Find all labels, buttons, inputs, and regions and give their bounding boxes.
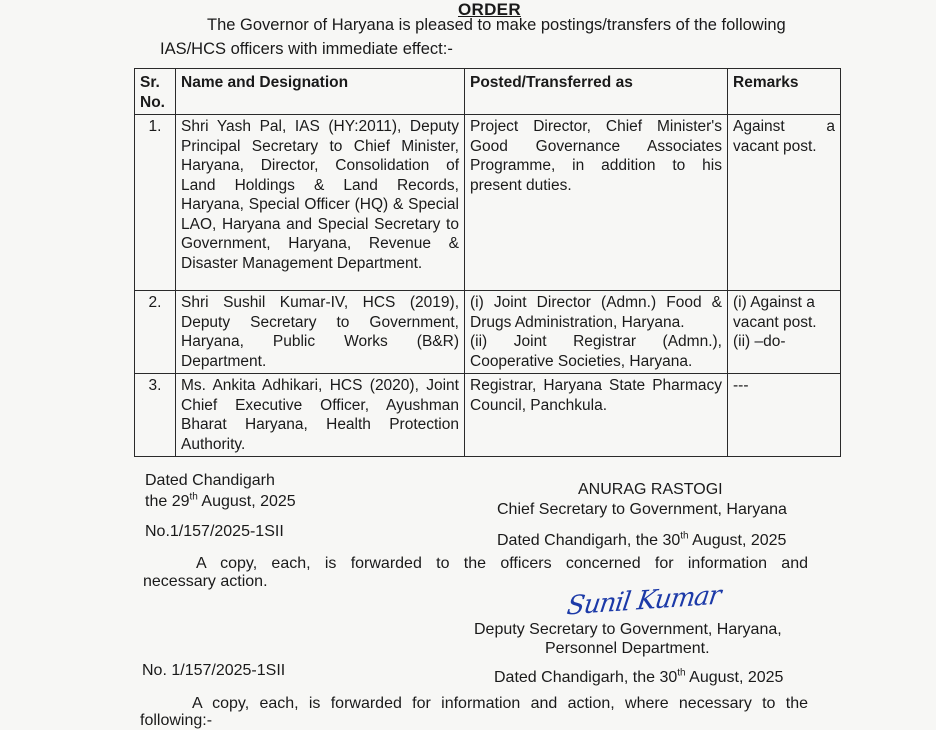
posted-item: (i) Joint Director (Admn.) Food & Drugs Administration, Haryana. <box>470 294 722 331</box>
order-intro-line1: The Governor of Haryana is pleased to make postings/transfers of the following <box>207 16 786 34</box>
row-posted: Registrar, Haryana State Pharmacy Council, Panchkula. <box>465 374 728 457</box>
remarks-item: (i) Against a vacant post. <box>733 294 817 331</box>
table-row <box>135 374 841 457</box>
table-header-row <box>135 69 841 115</box>
endorsement2-date: Dated Chandigarh, the 30th August, 2025 <box>494 667 784 686</box>
postings-table <box>134 68 841 457</box>
endorsement1-number: No.1/157/2025-1SII <box>145 523 284 540</box>
row-posted <box>465 291 728 374</box>
row-remarks <box>728 291 841 374</box>
row-name: Ms. Ankita Adhikari, HCS (2020), Joint Chief Executive Officer, Ayushman Bharat Haryana, Health Protection Authority. <box>176 374 465 457</box>
row-remarks: Against a vacant post. <box>728 115 841 291</box>
posted-item: (ii) Joint Registrar (Admn.), Cooperative Societies, Haryana. <box>470 333 722 370</box>
row-sr: 3. <box>135 374 176 457</box>
row-posted: Project Director, Chief Minister's Good Governance Associates Programme, in addition to his present duties. <box>465 115 728 291</box>
endorsement1-designation-line2: Personnel Department. <box>545 640 710 657</box>
header-remarks: Remarks <box>728 69 841 115</box>
row-remarks: --- <box>728 374 841 457</box>
endorsement2-text-line2: following:- <box>140 712 213 729</box>
table-row <box>135 115 841 291</box>
row-name: Shri Sushil Kumar-IV, HCS (2019), Deputy Secretary to Government, Haryana, Public Works (B&R) Department. <box>176 291 465 374</box>
endorsement2-text-line1: A copy, each, is forwarded for information and action, where necessary to the <box>192 695 808 712</box>
header-posted: Posted/Transferred as <box>465 69 728 115</box>
remarks-item: (ii) –do- <box>733 333 786 350</box>
endorsement1-text-line1: A copy, each, is forwarded to the officers concerned for information and <box>196 555 808 572</box>
endorsement1-text-line2: necessary action. <box>143 573 268 590</box>
endorsement2-number: No. 1/157/2025-1SII <box>142 662 286 679</box>
table-row <box>135 291 841 374</box>
dated-line2: the 29th August, 2025 <box>145 491 296 510</box>
header-sr-no: Sr. No. <box>135 69 176 115</box>
order-intro-line2: IAS/HCS officers with immediate effect:- <box>160 40 453 58</box>
dated-line1: Dated Chandigarh <box>145 472 275 489</box>
order-title: ORDER <box>458 0 521 19</box>
endorsement1-date: Dated Chandigarh, the 30th August, 2025 <box>497 530 787 549</box>
row-sr: 1. <box>135 115 176 291</box>
endorsement1-designation-line1: Deputy Secretary to Government, Haryana, <box>474 621 782 638</box>
signature: Sunil Kumar <box>565 580 723 622</box>
row-name: Shri Yash Pal, IAS (HY:2011), Deputy Principal Secretary to Chief Minister, Haryana, Director, Consolidation of Land Holdings & Land Records, Haryana, Special Officer (HQ) & Special LAO, Haryana and Special Secretary to Government, Haryana, Revenue & Disaster Management Department. <box>176 115 465 291</box>
row-sr: 2. <box>135 291 176 374</box>
signatory-name: ANURAG RASTOGI <box>578 481 723 498</box>
signatory-designation: Chief Secretary to Government, Haryana <box>497 501 787 518</box>
header-name: Name and Designation <box>176 69 465 115</box>
